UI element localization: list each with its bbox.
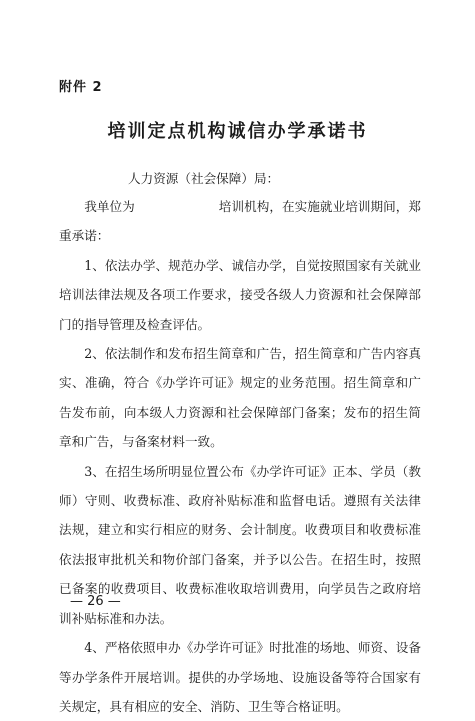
intro-paragraph xyxy=(59,192,421,251)
document-title: 培训定点机构诚信办学承诺书 xyxy=(107,121,368,142)
commitment-paragraph-1: 1、依法办学、规范办学、诚信办学，自觉按照国家有关就业培训法律法规及各项工作要求，接受各级人力资源和社会保障部门的指导管理及检查评估。 xyxy=(59,257,421,332)
addressee-line: 人力资源（社会保障）局： xyxy=(128,171,280,186)
commitment-paragraph-2: 2、依法制作和发布招生简章和广告，招生简章和广告内容真实、准确，符合《办学许可证》规定的业务范围。招生简章和广告发布前，向本级人力资源和社会保障部门备案；发布的招生简章和广告，与备案材料一致。 xyxy=(59,346,421,450)
intro-after-blank: 培训机构，在实施就业培训期间，郑重承诺： xyxy=(59,199,421,244)
document-body xyxy=(59,192,421,721)
page-number: — 26 — xyxy=(70,594,121,609)
commitment-paragraph-3: 3、在招生场所明显位置公布《办学许可证》正本、学员（教师）守则、收费标准、政府补贴标准和监督电话。遵照有关法律法规，建立和实行相应的财务、会计制度。收费项目和收费标准依法报审批机关和物价部门备案，并予以公告。在招生时，按照已备案的收费项目、收费标准收取培训费用，向学员告之政府培训补贴标准和办法。 xyxy=(59,463,421,626)
intro-before-blank: 我单位为 xyxy=(84,199,135,214)
commitment-paragraph-4: 4、严格依照申办《办学许可证》时批准的场地、师资、设备等办学条件开展培训。提供的办学场地、设施设备等符合国家有关规定，具有相应的安全、消防、卫生等合格证明。 xyxy=(59,640,421,714)
attachment-label: 附件 2 xyxy=(59,80,103,95)
